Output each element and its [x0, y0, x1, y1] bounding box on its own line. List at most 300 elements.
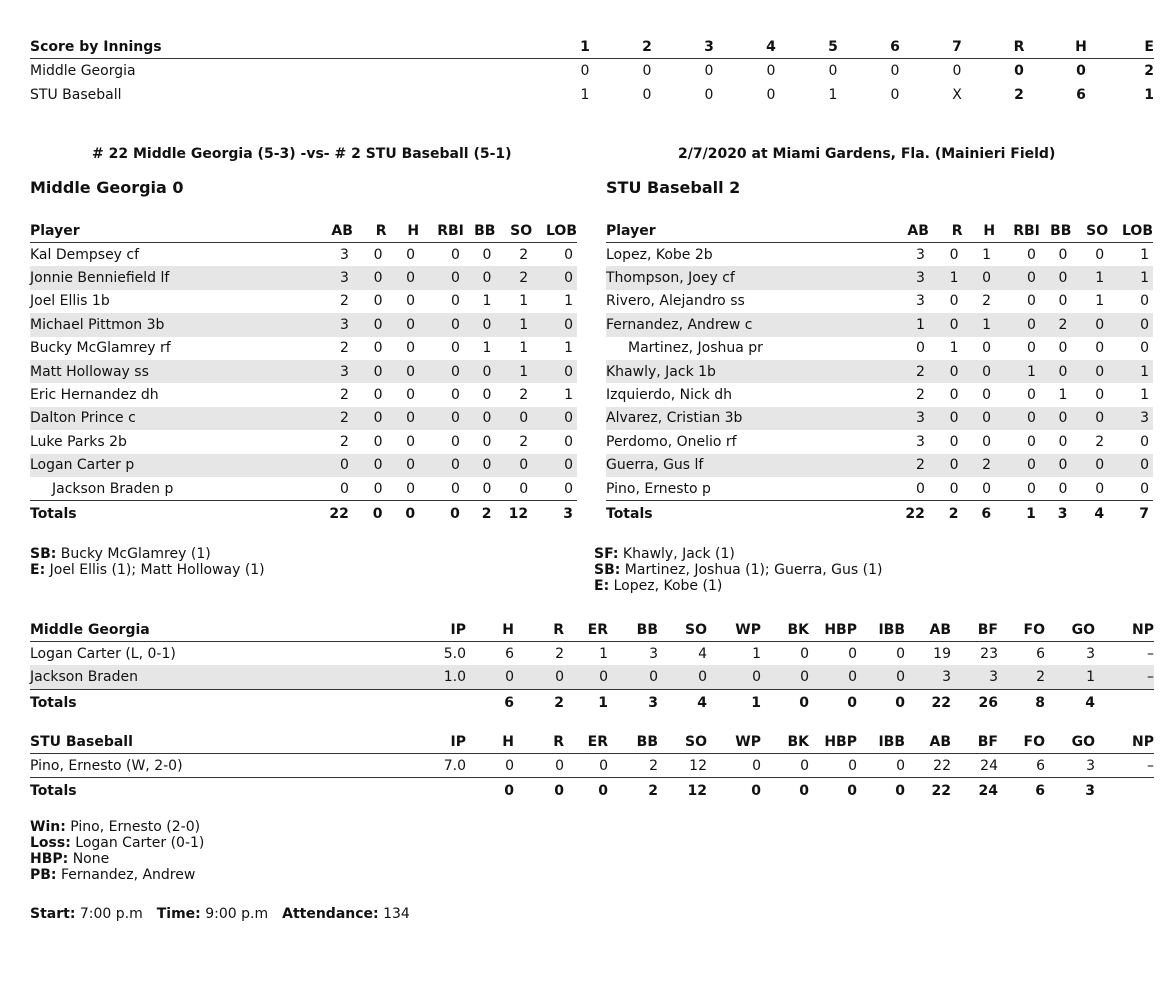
stat-value: 0 [1071, 477, 1108, 501]
pitcher-name: Pino, Ernesto (W, 2-0) [30, 754, 420, 778]
stat-value: 0 [995, 266, 1040, 289]
stat-column-header: SO [1071, 220, 1108, 243]
total-value: 0 [372, 506, 383, 523]
player-name: Matt Holloway ss [30, 360, 317, 383]
stat-value: 0 [1026, 293, 1036, 310]
total-value: 22 [931, 694, 951, 711]
stat-value: 0 [1095, 246, 1105, 263]
stat-value: 0 [929, 477, 963, 501]
stat-column-header: BB [1040, 220, 1072, 243]
total-value: 22 [905, 506, 925, 523]
matchup-heading: # 22 Middle Georgia (5-3) -vs- # 2 STU Baseball (5-1) [92, 146, 512, 162]
stat-column-header: AB [317, 220, 353, 243]
stat-value: 2 [1040, 313, 1072, 336]
stat-value: 0 [464, 313, 496, 336]
stat-value: 0 [406, 293, 416, 310]
total-value: 2 [648, 783, 658, 800]
batter-row [606, 360, 1153, 383]
pitching-totals-row [30, 689, 1154, 716]
pitching-stat-header: R [514, 619, 564, 642]
stat-value: 0 [387, 313, 420, 336]
note-line [30, 562, 265, 578]
pitching-stat-value: 0 [800, 645, 809, 662]
stat-value: 0 [982, 387, 992, 404]
note-line [594, 562, 882, 578]
stat-value: 0 [387, 407, 420, 430]
stat-value: 1 [1108, 266, 1153, 289]
total-score: 6 [1076, 87, 1086, 103]
stat-value: 1 [564, 387, 573, 404]
note-text: Khawly, Jack (1) [618, 546, 735, 562]
errors-header: E [1112, 36, 1154, 59]
pitching-stat-header: BK [761, 619, 809, 642]
pitching-stat-header: H [466, 619, 514, 642]
pitching-stat-value: 3 [1086, 645, 1095, 662]
batter-row [606, 477, 1153, 501]
stat-value: 0 [532, 477, 577, 501]
pitching-stat-value: 3 [649, 645, 658, 662]
box-score-page [30, 36, 1154, 922]
stat-value: 1 [1058, 387, 1068, 404]
summary-line [30, 835, 204, 851]
note-line [594, 578, 882, 594]
total-value: 0 [598, 783, 608, 800]
stat-value: 0 [1058, 340, 1068, 357]
stat-value: 0 [317, 454, 353, 477]
pitching-stat-value: 6 [505, 645, 514, 662]
total-value: 0 [799, 694, 809, 711]
batter-row [30, 360, 577, 383]
inning-score: 0 [890, 87, 900, 103]
stat-value: 2 [1095, 433, 1105, 450]
stat-value: 0 [419, 266, 464, 289]
stat-value: 1 [482, 293, 492, 310]
game-info-label: Attendance: [282, 906, 379, 922]
pitching-stat-value: 0 [896, 645, 905, 662]
total-value: 4 [1085, 694, 1095, 711]
pitching-stat-value: 0 [857, 665, 905, 689]
total-value [420, 689, 466, 716]
inning-header: 1 [554, 36, 616, 59]
summary-line [30, 851, 204, 867]
stat-column-header: BB [464, 220, 496, 243]
pitcher-row [30, 665, 1154, 689]
stat-value: 1 [495, 313, 532, 336]
note-text: Bucky McGlamrey (1) [56, 546, 211, 562]
batter-row [30, 430, 577, 453]
stat-value: 0 [450, 433, 460, 450]
stat-value: 0 [929, 454, 963, 477]
stat-value: 0 [1071, 360, 1108, 383]
pitching-stat-header: SO [658, 731, 707, 754]
venue-heading: 2/7/2020 at Miami Gardens, Fla. (Mainieri Field) [678, 146, 1056, 162]
inning-header: 6 [864, 36, 926, 59]
stat-value: 0 [495, 407, 532, 430]
stat-value: 2 [519, 433, 529, 450]
pitching-stat-header: HBP [809, 619, 857, 642]
pitching-stat-value: 0 [809, 665, 857, 689]
pitching-stat-header: WP [707, 731, 761, 754]
stat-value: 0 [387, 360, 420, 383]
inning-score: 0 [828, 63, 838, 79]
player-name: Fernandez, Andrew c [606, 313, 893, 336]
stat-value: 0 [532, 360, 577, 383]
pitching-stat-value: 0 [564, 665, 608, 689]
pitching-stat-value: 24 [951, 754, 998, 778]
pitching-stat-value: 0 [857, 754, 905, 778]
summary-line [30, 867, 204, 883]
summary-label: HBP: [30, 851, 69, 867]
total-value [1095, 778, 1154, 805]
stat-value: 0 [419, 313, 464, 336]
pitcher-name: Logan Carter (L, 0-1) [30, 645, 176, 662]
inning-score: 0 [580, 63, 590, 79]
player-name: Perdomo, Onelio rf [606, 433, 737, 450]
inning-header: 5 [802, 36, 864, 59]
stat-value: 0 [982, 433, 992, 450]
player-name: Khawly, Jack 1b [606, 360, 893, 383]
player-name: Luke Parks 2b [30, 433, 127, 450]
pitching-stat-header: FO [998, 731, 1045, 754]
batter-row [606, 407, 1153, 430]
stat-value: 0 [1058, 246, 1068, 263]
stat-column-header: H [387, 220, 420, 243]
total-value: 4 [697, 694, 707, 711]
stat-value: 1 [564, 293, 573, 310]
total-score: 2 [1144, 63, 1154, 79]
linescore-row [30, 59, 1154, 84]
pitching-stat-value: 0 [466, 665, 514, 689]
stat-value: 0 [1108, 454, 1153, 477]
total-value: 0 [895, 783, 905, 800]
inning-score: 0 [642, 63, 652, 79]
pitching-stat-value: – [1095, 665, 1154, 689]
stat-value: 1 [995, 360, 1040, 383]
stat-value: 0 [387, 454, 420, 477]
pitching-stat-header: AB [905, 619, 951, 642]
stat-value: 0 [1095, 340, 1105, 357]
note-label: E: [30, 562, 46, 578]
player-name: Lopez, Kobe 2b [606, 246, 713, 263]
home-team-title: STU Baseball 2 [606, 178, 741, 197]
stat-value: 0 [373, 340, 383, 357]
total-value: 0 [847, 694, 857, 711]
stat-value: 0 [949, 387, 959, 404]
player-name: Jonnie Benniefield lf [30, 266, 317, 289]
stat-value: 0 [1026, 246, 1036, 263]
pitching-stat-header: BK [761, 731, 809, 754]
batter-row [30, 407, 577, 430]
pitching-stat-value: 0 [761, 665, 809, 689]
total-value: 6 [504, 694, 514, 711]
stat-column-header: LOB [1108, 220, 1153, 243]
game-info-value: 134 [378, 906, 410, 922]
batter-row [30, 313, 577, 336]
away-batting-notes [30, 546, 265, 578]
stat-value: 0 [464, 266, 496, 289]
game-info-item [30, 906, 143, 922]
stat-column-header: H [963, 220, 996, 243]
stat-value: 0 [532, 454, 577, 477]
stat-value: 0 [464, 477, 496, 501]
game-info-line [30, 906, 410, 922]
stat-column-header: LOB [532, 220, 577, 243]
stat-value: 3 [893, 407, 929, 430]
stat-value: 0 [482, 246, 492, 263]
home-batting-notes [594, 546, 882, 594]
stat-value: 1 [963, 313, 996, 336]
pitcher-name: Jackson Braden [30, 665, 420, 689]
hits-header: H [1050, 36, 1112, 59]
total-value: 3 [648, 694, 658, 711]
pitching-header-row [30, 731, 1154, 754]
total-score: 0 [1076, 63, 1086, 79]
pitcher-row [30, 642, 1154, 666]
total-value: 0 [504, 783, 514, 800]
stat-value: 0 [532, 407, 577, 430]
inning-score: 0 [642, 87, 652, 103]
total-value: 0 [554, 783, 564, 800]
pitching-stat-header: NP [1095, 731, 1154, 754]
pitching-stat-value: 1 [1045, 665, 1095, 689]
total-score: 1 [1144, 87, 1154, 103]
stat-value: 0 [1026, 340, 1036, 357]
note-text: Lopez, Kobe (1) [609, 578, 723, 594]
stat-value: 0 [893, 477, 929, 501]
pitching-stat-header: WP [707, 619, 761, 642]
stat-value: 3 [317, 266, 353, 289]
pitching-stat-header: ER [564, 731, 608, 754]
note-label: SF: [594, 546, 619, 562]
stat-value: 0 [1108, 477, 1153, 501]
pitching-stat-header: SO [658, 619, 707, 642]
stat-value: 0 [353, 313, 387, 336]
pitching-stat-value: 0 [761, 754, 809, 778]
summary-line [30, 819, 204, 835]
total-value: 0 [847, 783, 857, 800]
inning-score: 1 [580, 87, 590, 103]
pitching-stat-header: AB [905, 731, 951, 754]
total-value: 26 [978, 694, 998, 711]
stat-value: 0 [1095, 387, 1105, 404]
stat-value: 0 [353, 454, 387, 477]
stat-value: 2 [893, 454, 929, 477]
total-score: 2 [1014, 87, 1024, 103]
total-score: 0 [1014, 63, 1024, 79]
stat-value: 0 [464, 454, 496, 477]
batter-row [606, 313, 1153, 336]
inning-score: 0 [766, 87, 776, 103]
total-value [1095, 689, 1154, 716]
stat-value: 0 [406, 387, 416, 404]
stat-value: 0 [532, 266, 577, 289]
stat-value: 1 [1071, 266, 1108, 289]
totals-label: Totals [30, 783, 77, 800]
pitching-team-header: Middle Georgia [30, 619, 420, 642]
stat-value: 0 [419, 454, 464, 477]
game-info-value: 7:00 p.m [75, 906, 143, 922]
batter-row [606, 383, 1153, 406]
total-value: 7 [1139, 506, 1149, 523]
pitcher-row [30, 754, 1154, 778]
stat-column-header: RBI [419, 220, 464, 243]
team-name: Middle Georgia [30, 63, 136, 79]
player-name: Alvarez, Cristian 3b [606, 407, 893, 430]
stat-value: 0 [1040, 454, 1072, 477]
summary-text: Logan Carter (0-1) [70, 835, 205, 851]
linescore-title: Score by Innings [30, 36, 554, 59]
pitching-stat-header: BF [951, 619, 998, 642]
pitching-stat-value: 0 [514, 754, 564, 778]
pitching-stat-value: 22 [905, 754, 951, 778]
pitching-stat-value: 23 [980, 645, 998, 662]
stat-value: 0 [949, 293, 959, 310]
stat-value: 0 [963, 477, 996, 501]
stat-value: 0 [995, 477, 1040, 501]
stat-value: 0 [1040, 360, 1072, 383]
stat-value: 0 [963, 360, 996, 383]
total-value: 3 [1085, 783, 1095, 800]
stat-value: 0 [373, 387, 383, 404]
total-value: 3 [1057, 506, 1068, 523]
pitching-stat-header: HBP [809, 731, 857, 754]
stat-column-header: R [353, 220, 387, 243]
total-value: 8 [1035, 694, 1045, 711]
stat-value: 0 [963, 407, 996, 430]
pitching-stat-value: 5.0 [443, 645, 466, 662]
summary-text: Fernandez, Andrew [56, 867, 196, 883]
totals-label: Totals [30, 694, 77, 711]
batting-totals-row [606, 501, 1153, 528]
inning-header: 2 [616, 36, 678, 59]
pitching-stat-value: 0 [809, 754, 857, 778]
pitching-stat-header: BB [608, 619, 658, 642]
pitching-stat-header: BB [608, 731, 658, 754]
stat-column-header: RBI [995, 220, 1040, 243]
stat-value: 0 [1040, 477, 1072, 501]
stat-value: 0 [373, 246, 383, 263]
stat-value: 0 [353, 407, 387, 430]
stat-value: 3 [1108, 407, 1153, 430]
stat-value: 2 [339, 293, 349, 310]
linescore-row [30, 83, 1154, 107]
stat-value: 2 [519, 387, 529, 404]
stat-value: 0 [464, 360, 496, 383]
player-name: Logan Carter p [30, 454, 317, 477]
away-pitching-table [30, 619, 1154, 716]
total-value: 1 [751, 694, 761, 711]
note-line [594, 546, 882, 562]
stat-value: 0 [482, 433, 492, 450]
total-value: 2 [554, 694, 564, 711]
pitching-stat-value: 2 [608, 754, 658, 778]
stat-value: 0 [1026, 433, 1036, 450]
batter-row [606, 337, 1153, 360]
stat-value: 0 [1026, 387, 1036, 404]
player-name: Bucky McGlamrey rf [30, 340, 171, 357]
total-value: 24 [978, 783, 998, 800]
pitching-stat-value: 0 [466, 754, 514, 778]
stat-value: 1 [1140, 246, 1149, 263]
stat-value: 3 [915, 293, 925, 310]
player-name: Thompson, Joey cf [606, 266, 893, 289]
away-batting-header-row [30, 220, 577, 243]
stat-value: 0 [1058, 433, 1068, 450]
stat-value: 0 [373, 293, 383, 310]
stat-value: 0 [995, 313, 1040, 336]
batting-totals-row [30, 501, 577, 528]
stat-value: 0 [419, 360, 464, 383]
home-batting-header-row [606, 220, 1153, 243]
stat-value: 0 [387, 477, 420, 501]
stat-value: 1 [1108, 360, 1153, 383]
game-info-item [157, 906, 268, 922]
stat-value: 0 [532, 313, 577, 336]
stat-value: 0 [353, 360, 387, 383]
stat-value: 3 [915, 433, 925, 450]
player-name: Kal Dempsey cf [30, 246, 140, 263]
summary-label: PB: [30, 867, 57, 883]
note-label: SB: [30, 546, 57, 562]
game-info-label: Time: [156, 906, 201, 922]
total-value: 6 [1035, 783, 1045, 800]
pitching-stat-value: 6 [1036, 645, 1045, 662]
player-name: Rivero, Alejandro ss [606, 293, 745, 310]
stat-value: 0 [419, 407, 464, 430]
pitching-team-header: STU Baseball [30, 731, 420, 754]
total-value: 0 [450, 506, 460, 523]
total-value: 1 [1026, 506, 1036, 523]
summary-label: Win: [30, 819, 66, 835]
player-name: Joel Ellis 1b [30, 293, 110, 310]
total-value: 22 [931, 783, 951, 800]
player-name: Jackson Braden p [30, 477, 317, 501]
stat-value: 0 [949, 246, 959, 263]
pitching-stat-value: 3 [905, 665, 951, 689]
stat-value: 2 [317, 407, 353, 430]
stat-value: 1 [982, 246, 992, 263]
game-info-item [282, 906, 410, 922]
pitching-stat-value: 6 [998, 754, 1045, 778]
note-line [30, 546, 265, 562]
stat-value: 2 [893, 360, 929, 383]
inning-score: 0 [952, 63, 962, 79]
runs-header: R [988, 36, 1050, 59]
inning-score: 0 [704, 63, 714, 79]
note-text: Joel Ellis (1); Matt Holloway (1) [45, 562, 265, 578]
stat-value: 0 [1071, 454, 1108, 477]
stat-value: 1 [1095, 293, 1105, 310]
stat-value: 1 [519, 293, 529, 310]
stat-value: 0 [1071, 313, 1108, 336]
pitching-stat-header: FO [998, 619, 1045, 642]
pitching-stat-header: NP [1095, 619, 1154, 642]
stat-value: 0 [995, 407, 1040, 430]
stat-value: 0 [373, 433, 383, 450]
total-value: 0 [751, 783, 761, 800]
inning-header: 7 [926, 36, 988, 59]
pitching-stat-header: IBB [857, 619, 905, 642]
stat-column-header: R [929, 220, 963, 243]
note-text: Martinez, Joshua (1); Guerra, Gus (1) [620, 562, 883, 578]
stat-value: 0 [387, 266, 420, 289]
pitching-stat-value: 0 [514, 665, 564, 689]
stat-value: 0 [406, 340, 416, 357]
stat-value: 0 [406, 246, 416, 263]
inning-score: 0 [890, 63, 900, 79]
inning-header: 4 [740, 36, 802, 59]
pitching-stat-header: IP [420, 731, 466, 754]
